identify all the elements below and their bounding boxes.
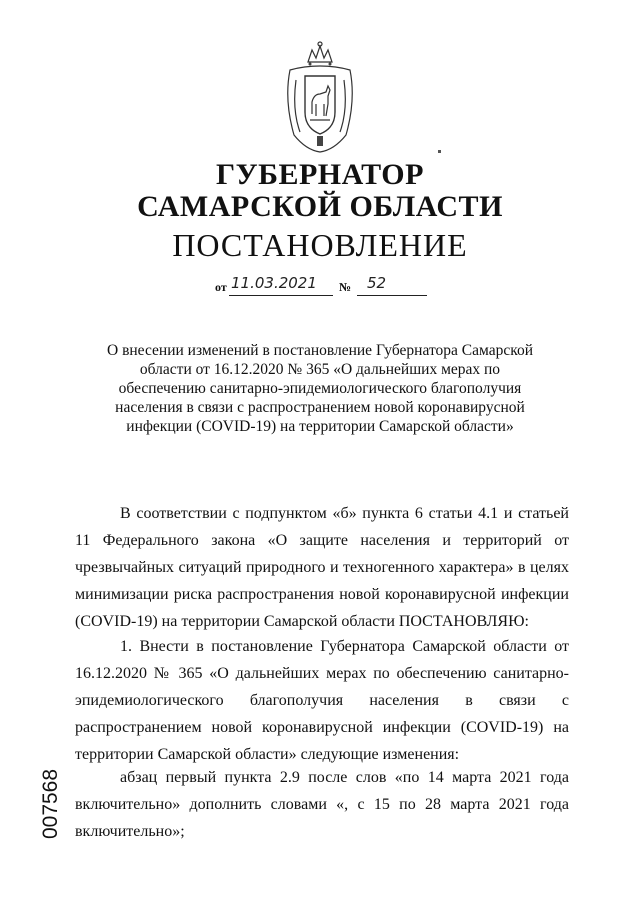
number-value: 52 — [367, 274, 387, 292]
number-underline — [357, 295, 427, 296]
issuer-title-line1: ГУБЕРНАТОР — [216, 158, 424, 191]
document-type: ПОСТАНОВЛЕНИЕ — [172, 227, 468, 263]
date-underline — [229, 295, 333, 296]
body-paragraph-3: абзац первый пункта 2.9 после слов «по 14 марта 2021 года включительно» дополнить словами «, с 15 по 28 марта 2021 года включительно»; — [75, 769, 569, 840]
issuer-title-line2: САМАРСКОЙ ОБЛАСТИ — [137, 190, 503, 223]
document-subject: О внесении изменений в постановление Губернатора Самарской области от 16.12.2020 № 365 «О дальнейших мерах по обеспечению санитарно-эпидемиологического благополучия населения в связи с распространением новой коронавирусной инфекции (COVID-19) на территории Самарской области» — [107, 342, 533, 435]
date-value: 11.03.2021 — [231, 274, 317, 292]
date-label: от — [215, 280, 227, 294]
body-paragraph-2: 1. Внести в постановление Губернатора Самарской области от 16.12.2020 № 365 «О дальнейших мерах по обеспечению санитарно-эпидемиологического благополучия населения в связи с распространением новой коронавирусной инфекции (COVID-19) на территории Самарской области» следующие изменения: — [75, 638, 569, 763]
scan-speck — [438, 150, 441, 153]
registration-number-text: 007568 — [39, 768, 63, 840]
number-label: № — [339, 280, 352, 294]
body-paragraph-1: В соответствии с подпунктом «б» пункта 6 статьи 4.1 и статьей 11 Федерального закона «О защите населения и территорий от чрезвычайных ситуаций природного и техногенного характера» в целях минимизации риска распространения новой коронавирусной инфекции (COVID-19) на территории Самарской области ПОСТАНОВЛЯЮ: — [75, 505, 569, 630]
registration-number — [38, 764, 68, 844]
date-number-line — [215, 276, 435, 298]
coat-of-arms-icon — [280, 40, 360, 160]
